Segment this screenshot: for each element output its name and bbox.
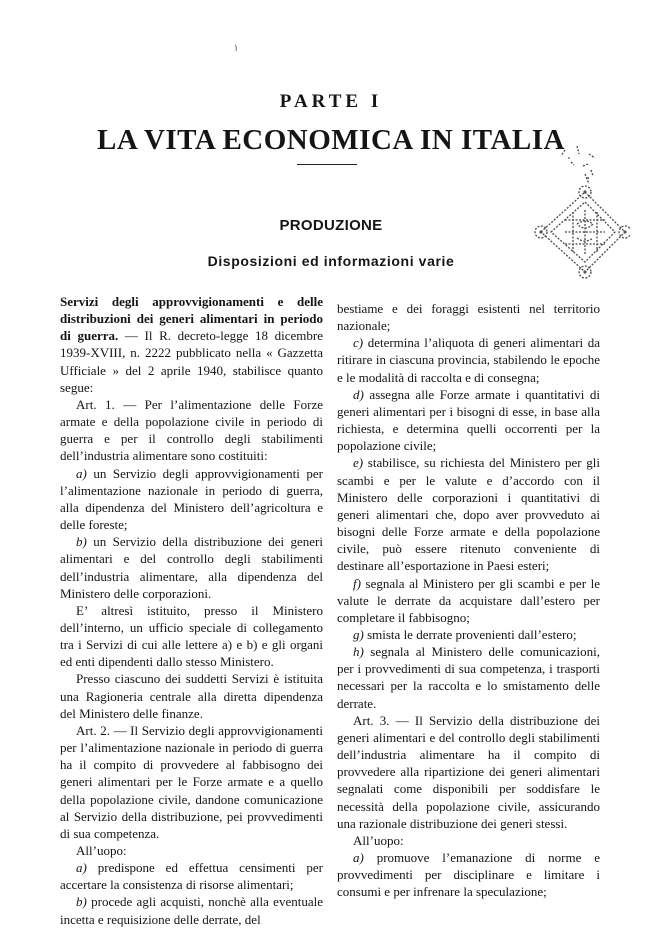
item-letter: e) — [353, 455, 364, 471]
paragraph — [60, 722, 323, 842]
paragraph-text: — Il R. decreto-legge 18 dicembre 1939-XVIII, n. 2222 pubblicato nella « Gazzetta Ufficiale » del 2 aprile 1940, stabilisce quanto segue: — [60, 328, 323, 395]
paragraph-text: Art. 2. — Il Servizio degli approvvigionamenti per l’alimentazione nazionale in periodo di guerra ha il compito di provvedere al fabbisogno dei generi alimentari per le Forze armate e a quello della popolazione civile, dandone comunicazione al Servizio della distribuzione, pei provvedimenti di sua competenza. — [60, 722, 323, 841]
paragraph — [60, 602, 323, 671]
paragraph-text: Art. 3. — Il Servizio della distribuzione dei generi alimentari e del controllo degli stabilimenti dell’industria alimentare ha il compito di provvedere alla ripartizione dei generi alimentari segnalati come disponibili per soddisfare le necessità della popolazione civile, assicurando una razionale distribuzione dei generi stessi. — [337, 712, 600, 831]
paragraph — [60, 465, 323, 534]
text-column-right — [337, 300, 600, 900]
paragraph-text: All’uopo: — [76, 843, 127, 858]
item-letter: a) — [76, 465, 87, 481]
item-letter: b) — [76, 534, 87, 550]
paragraph-text: procede agli acquisti, nonchè alla eventuale incetta e requisizione delle derrate, del — [60, 894, 323, 927]
paragraph-text: un Servizio della distribuzione dei generi alimentari e del controllo degli stabilimenti dell’industria alimentare, alla dipendenza del Ministero delle corporazioni. — [60, 534, 323, 601]
paragraph — [337, 334, 600, 385]
paragraph-text: Art. 1. — Per l’alimentazione delle Forze armate e della popolazione civile in periodo di guerra e per il controllo degli stabilimenti dell’industria alimentare sono costituiti: — [60, 396, 323, 464]
paragraph-text: E’ altresì istituito, presso il Ministero dell’interno, un ufficio speciale di collegamento tra i Servizi di cui alle lettere a) e b) e gli organi ed enti dipendenti dallo stesso Ministero. — [60, 602, 323, 670]
item-letter: c) — [353, 335, 364, 351]
item-letter: d) — [353, 386, 364, 402]
paragraph — [337, 300, 600, 334]
paragraph-text: segnala al Ministero per gli scambi e per le valute le derrate da acquistare dall’estero per completare il fabbisogno; — [337, 575, 600, 625]
paragraph — [337, 712, 600, 832]
paragraph — [337, 386, 600, 455]
paragraph-heading: Servizi degli approvvigionamenti e delle distribuzioni dei generi alimentari in periodo di guerra. — [60, 294, 323, 344]
paragraph — [60, 670, 323, 721]
item-letter: a) — [353, 850, 364, 865]
paragraph-text: predispone ed effettua censimenti per accertare la consistenza di risorse alimentari; — [60, 860, 323, 893]
paragraph — [337, 849, 600, 900]
paragraph-text: assegna alle Forze armate i quantitativi di generi alimentari per i bisogni di esse, in base alla richiesta, e determina quelli occorrenti per la popolazione civile; — [337, 386, 600, 454]
text-column-left — [60, 293, 323, 928]
section-subtitle: Disposizioni ed informazioni varie — [207, 253, 455, 269]
item-letter: b) — [76, 894, 87, 910]
paragraph — [337, 832, 600, 849]
part-label: PARTE I — [279, 91, 383, 112]
paragraph-text: All’uopo: — [353, 832, 404, 848]
paragraph — [60, 533, 323, 602]
library-stamp-icon — [525, 140, 630, 300]
item-letter: h) — [353, 644, 364, 660]
ink-speck-icon — [233, 44, 239, 52]
paragraph — [60, 293, 323, 396]
paragraph-text: promuove l’emanazione di norme e provvedimenti per disciplinare e limitare i consumi e per infrenare la speculazione; — [337, 850, 600, 900]
page-title: LA VITA ECONOMICA IN ITALIA — [97, 124, 565, 156]
paragraph — [337, 626, 600, 643]
paragraph-text: determina l’aliquota di generi alimentari da ritirare in ciascuna provincia, stabilendo le epoche e le modalità di raccolta e di consegna; — [337, 335, 600, 385]
item-letter: f) — [353, 575, 361, 591]
paragraph — [60, 396, 323, 465]
paragraph — [60, 859, 323, 893]
section-title: PRODUZIONE — [279, 217, 383, 234]
paragraph-text: Presso ciascuno dei suddetti Servizi è istituita una Ragioneria centrale alla diretta dipendenza del Ministero delle finanze. — [60, 671, 323, 721]
paragraph — [337, 454, 600, 574]
paragraph — [60, 842, 323, 859]
item-letter: g) — [353, 626, 364, 642]
paragraph-text: stabilisce, su richiesta del Ministero per gli scambi e per le valute e d’accordo con il Ministero delle corporazioni i quantitativi di generi alimentari che, dopo aver provveduto ai bisogni delle Forze armate e della popolazione civile, può essere ritenuto conveniente di destinare all’esportazione in Paesi esteri; — [337, 455, 600, 574]
paragraph-text: segnala al Ministero delle comunicazioni, per i provvedimenti di sua competenza, i trasporti necessari per la raccolta e lo smistamento delle derrate. — [337, 644, 600, 711]
paragraph-text: un Servizio degli approvvigionamenti per l’alimentazione nazionale in periodo di guerra, alla dipendenza del Ministero dell’agricoltura e delle foreste; — [60, 465, 323, 533]
paragraph-text: smista le derrate provenienti dall’estero; — [363, 626, 577, 642]
paragraph — [337, 643, 600, 712]
paragraph — [60, 893, 323, 927]
paragraph-text: bestiame e dei foraggi esistenti nel territorio nazionale; — [337, 301, 600, 334]
title-divider — [297, 164, 357, 165]
paragraph — [337, 575, 600, 626]
item-letter: a) — [76, 860, 87, 876]
